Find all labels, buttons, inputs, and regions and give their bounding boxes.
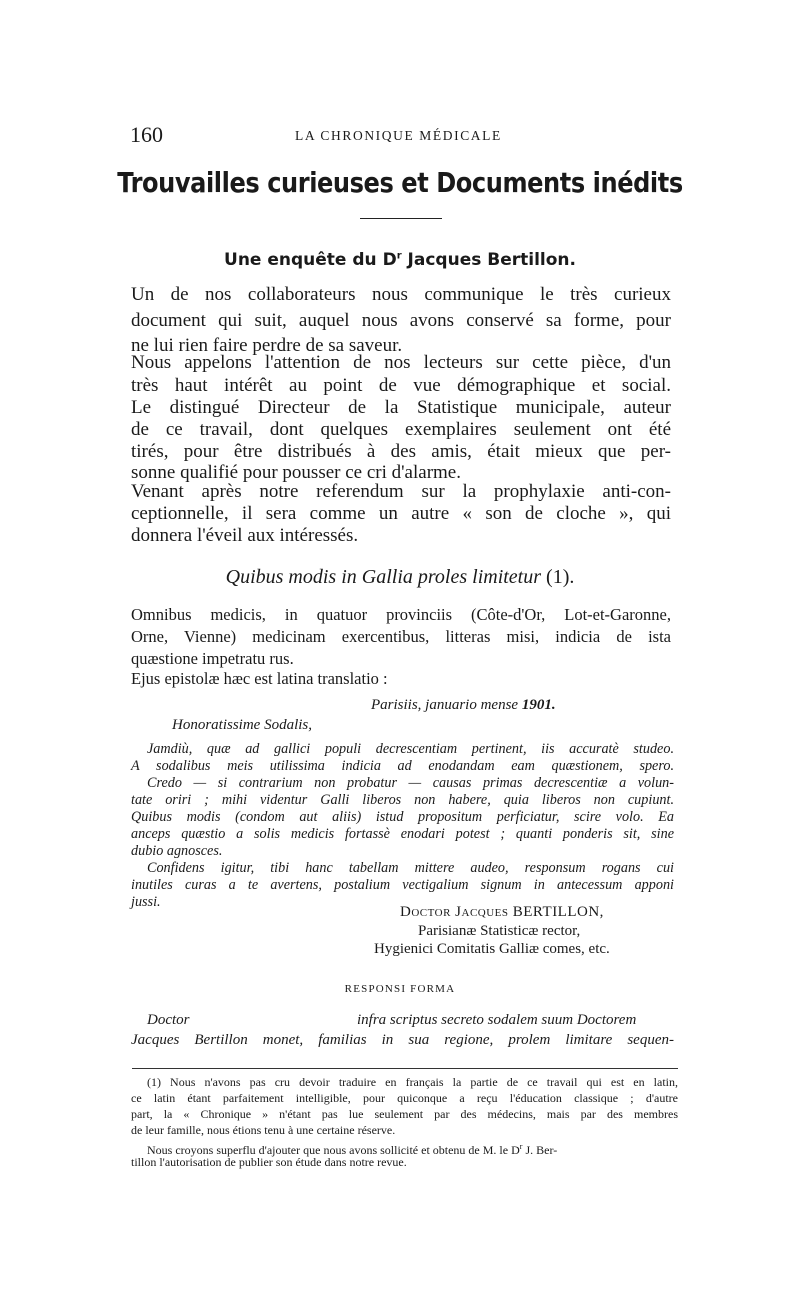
letter-line: Credo — si contrarium non probatur — causas primas decrescentiæ a volun- <box>147 775 674 791</box>
footnote-rule <box>132 1068 678 1069</box>
signature-title: Parisianæ Statisticæ rector, <box>418 923 581 939</box>
intro-line: quæstione impetratu rus. <box>131 649 294 668</box>
title-rule <box>360 218 442 219</box>
intro-line: Orne, Vienne) medicinam exercentibus, litteras misi, indicia de ista <box>131 627 671 646</box>
body-line: ne lui rien faire perdre de sa saveur. <box>131 335 403 356</box>
body-line: Le distingué Directeur de la Statistique municipale, auteur <box>131 397 671 418</box>
body-line: très haut intérêt au point de vue démographique et social. <box>131 375 671 396</box>
body-line: Nous appelons l'attention de nos lecteurs sur cette pièce, d'un <box>131 352 671 373</box>
body-line: donnera l'éveil aux intéressés. <box>131 525 359 546</box>
section-title: Trouvailles curieuses et Documents inédits <box>117 166 683 199</box>
letter-line: A sodalibus meis utilissima indicia ad enodandam eam quæstionem, spero. <box>131 758 674 774</box>
footnote-dr-sup: r <box>519 1142 523 1151</box>
body-line: Venant après notre referendum sur la prophylaxie anti-con- <box>131 481 671 502</box>
page-number: 160 <box>130 122 163 147</box>
article-subtitle <box>0 250 800 270</box>
form-line-left: Doctor <box>147 1012 190 1028</box>
body-line: tirés, pour être distribués à des amis, était mieux que per- <box>131 441 671 462</box>
letter-line: jussi. <box>131 894 161 910</box>
footnote-tail: J. Ber- <box>522 1143 558 1157</box>
signature-affiliation: Hygienici Comitatis Galliæ comes, etc. <box>374 941 610 957</box>
letter-line: Confidens igitur, tibi hanc tabellam mittere audeo, responsum rogans cui <box>147 860 674 876</box>
letter-line: inutiles curas a te avertens, postalium vectigalium signum in antecessum apponi <box>131 877 674 893</box>
footnote-line: (1) Nous n'avons pas cru devoir traduire en français la partie de ce travail qui est en latin, <box>147 1075 678 1089</box>
letter-line: Jamdiù, quæ ad gallici populi decrescentiam pertinent, iis accuratè studeo. <box>147 741 674 757</box>
footnote-line: ce latin étant parfaitement intelligible, pour quiconque a reçu l'éducation classique ; d'autre <box>131 1091 678 1105</box>
form-heading: RESPONSI FORMA <box>344 983 456 995</box>
intro-line: Ejus epistolæ hæc est latina translatio : <box>131 669 388 688</box>
letter-line: dubio agnosces. <box>131 843 223 859</box>
letter-year: 1901. <box>521 697 556 713</box>
subtitle-after: Jacques Bertillon. <box>401 250 576 270</box>
body-line: de ce travail, dont quelques exemplaires seulement ont été <box>131 419 671 440</box>
signature-name: Doctor Jacques BERTILLON, <box>400 904 604 920</box>
body-line: document qui suit, auquel nous avons conservé sa forme, pour <box>131 310 671 331</box>
letter-line: Quibus modis (condom aut aliis) istud propositum perficiatur, scire volo. Ea <box>131 809 674 825</box>
footnote-line: tillon l'autorisation de publier son étude dans notre revue. <box>131 1155 407 1169</box>
subtitle-sup: r <box>396 250 402 262</box>
intro-line: Omnibus medicis, in quatuor provinciis (Côte-d'Or, Lot-et-Garonne, <box>131 605 671 624</box>
body-line: Un de nos collaborateurs nous communique le très curieux <box>131 284 671 305</box>
letter-line: tate oriri ; mihi videntur Galli liberos non habere, quia liberos non cupiunt. <box>131 792 674 808</box>
letter-place-date: Parisiis, januario mense <box>371 697 522 713</box>
footnote-text: Nous croyons superflu d'ajouter que nous avons sollicité et obtenu de M. le D <box>147 1143 520 1157</box>
body-line: ceptionnelle, il sera comme un autre « son de cloche », qui <box>131 503 671 524</box>
latin-title-text: Quibus modis in Gallia proles limitetur <box>225 566 542 588</box>
footnote-line: de leur famille, nous étions tenu à une certaine réserve. <box>131 1123 396 1137</box>
letter-date <box>371 697 556 714</box>
footnote-reference: (1). <box>541 566 575 588</box>
letter-line: anceps quæstio a solis medicis fortassè enodari potest ; quanti ponderis sit, sine <box>131 826 674 842</box>
body-line: sonne qualifié pour pousser ce cri d'alarme. <box>131 462 461 483</box>
latin-title <box>0 566 800 589</box>
form-line: Jacques Bertillon monet, familias in sua regione, prolem limitare sequen- <box>131 1032 674 1048</box>
form-line-right: infra scriptus secreto sodalem suum Doctorem <box>357 1012 637 1028</box>
letter-salutation: Honoratissime Sodalis, <box>172 717 313 733</box>
running-title: LA CHRONIQUE MÉDICALE <box>295 128 502 143</box>
subtitle-before: Une enquête du D <box>224 250 397 270</box>
footnote-line: part, la « Chronique » n'étant pas lue seulement par des médecins, mais par des membres <box>131 1107 678 1121</box>
